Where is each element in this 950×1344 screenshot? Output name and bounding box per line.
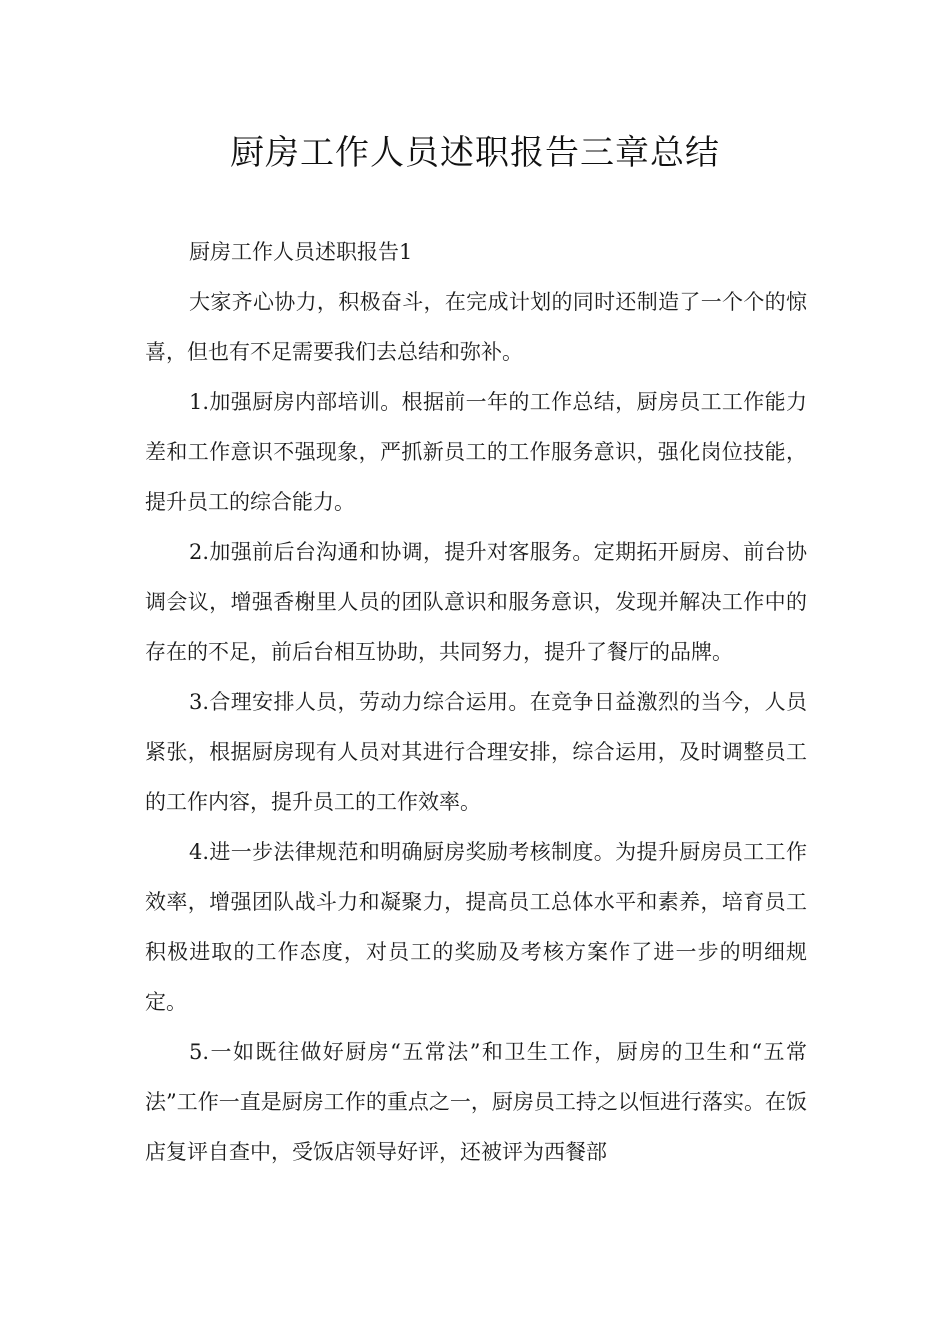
item-1-paragraph: 1.加强厨房内部培训。根据前一年的工作总结，厨房员工工作能力差和工作意识不强现象，严抓新员工的工作服务意识，强化岗位技能，提升员工的综合能力。 xyxy=(145,390,807,514)
document-body xyxy=(145,227,807,1177)
item-2-paragraph: 2.加强前后台沟通和协调，提升对客服务。定期拓开厨房、前台协调会议，增强香榭里人员的团队意识和服务意识，发现并解决工作中的存在的不足，前后台相互协助，共同努力，提升了餐厅的品牌。 xyxy=(145,540,807,664)
item-3-paragraph: 3.合理安排人员，劳动力综合运用。在竞争日益激烈的当今，人员紧张，根据厨房现有人员对其进行合理安排，综合运用，及时调整员工的工作内容，提升员工的工作效率。 xyxy=(145,690,807,814)
document-title: 厨房工作人员述职报告三章总结 xyxy=(230,133,720,173)
intro-paragraph: 大家齐心协力，积极奋斗，在完成计划的同时还制造了一个个的惊喜，但也有不足需要我们去总结和弥补。 xyxy=(145,290,807,364)
item-5-paragraph: 5.一如既往做好厨房“五常法”和卫生工作，厨房的卫生和“五常法”工作一直是厨房工作的重点之一，厨房员工持之以恒进行落实。在饭店复评自查中，受饭店领导好评，还被评为西餐部 xyxy=(145,1040,807,1164)
report-subheading: 厨房工作人员述职报告1 xyxy=(189,240,413,264)
item-4-paragraph: 4.进一步法律规范和明确厨房奖励考核制度。为提升厨房员工工作效率，增强团队战斗力和凝聚力，提高员工总体水平和素养，培育员工积极进取的工作态度，对员工的奖励及考核方案作了进一步的明细规定。 xyxy=(145,840,807,1014)
